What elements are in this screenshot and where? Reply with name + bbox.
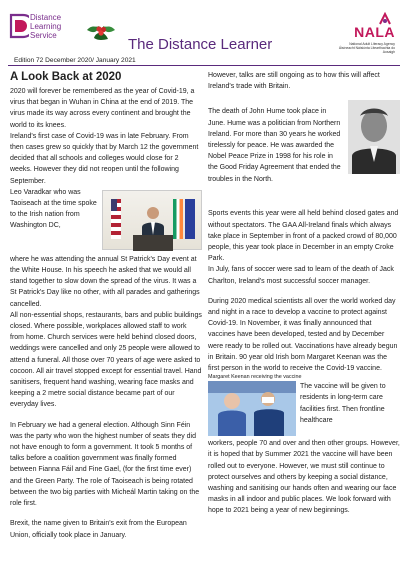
left-column [10, 70, 202, 541]
vaccine-section [208, 381, 400, 438]
paragraph: 2020 will forever be remembered as the year of Covid-19, a virus that began in Wuhan in China at the end of 2019. The virus made its way across every continent and brought the world to its knees. [10, 88, 195, 129]
paragraph: During 2020 medical scientists all over the world worked day and night in a race to develop a vaccine to protect against Covid-19. In November, it was finally announced that vaccines have been developed, tested and by December were ready to be rolled out. Vaccinations have already begun in Britain. 90 year old Irish born Margaret Keenan was the first person in the world to receive the Covid-19 vaccine. [208, 297, 398, 373]
paragraph: The vaccine will be given to residents in long-term care facilities first. Then frontline healthcare [300, 383, 386, 424]
john-hume-section [208, 96, 400, 208]
dls-emblem-icon [5, 12, 29, 40]
nala-subtitle: National Adult Literacy Agency Áisíneacht Náisiúnta Litearthachta do Aosaigh [338, 42, 395, 54]
paragraph: The death of John Hume took place in June. Hume was a politician from Northern Ireland. For more than 30 years he worked tirelessly for peace. He was awarded the Nobel Peace Prize in 1998 for his role in the Good Friday Agreement that ended the troubles in the North. [208, 108, 341, 183]
irish-flag-icon [173, 199, 183, 239]
leo-varadkar-photo [102, 190, 202, 250]
holly-icon [84, 16, 118, 46]
right-column [208, 70, 400, 517]
nala-wordmark: NALA [354, 24, 395, 40]
paragraph: All non-essential shops, restaurants, bars and public buildings closed. Where possible, workplaces allowed staff to work from home. Church services were held behind closed doors, weddings were cancelled and only 25 people were allowed to attend a funeral. All those over 70 years of age were asked to cocoon. All air travel stopped except for essential travel. Hand sanitisers, frequent hand washing, wearing face masks and keeping a 2 metre social distance became part of our everyday lives. [10, 311, 202, 409]
paragraph: Leo Varadkar who was Taoiseach at the time spoke to the Irish nation from Washington DC, [10, 188, 97, 230]
article-heading: A Look Back at 2020 [10, 71, 122, 83]
paragraph: Sports events this year were all held behind closed gates and without spectators. The GAA All-Ireland finals which always take place in September in front of a packed crowd of 80,000 people, this year took place in December in an empty Croke Park. [208, 210, 399, 263]
john-hume-photo [348, 100, 400, 174]
margaret-keenan-photo [208, 381, 296, 436]
paragraph: Brexit, the name given to Britain's exit from the European Union, officially took place in January. [10, 520, 187, 539]
paragraph: In July, fans of soccer were sad to learn of the death of Jack Charlton, Ireland's most successful soccer manager. [208, 266, 394, 285]
paragraph: where he was attending the annual St Patrick's Day event at the White House. In his speech he asked that we would all stand together to slow down the spread of the virus. It was a St Patrick's Day like no other, with all parades and gatherings cancelled. [10, 255, 200, 308]
paragraph: However, talks are still ongoing as to how this will affect Ireland's trade with Britain. [208, 72, 380, 91]
leo-varadkar-section [10, 187, 202, 265]
podium [133, 235, 173, 251]
photo-caption: Margaret Keenan receiving the vaccine [208, 374, 302, 381]
nala-logo [330, 12, 400, 57]
dls-logo-text: Distance Learning Service [30, 13, 62, 40]
paragraph: Ireland's first case of Covid-19 was in late February. From then cases grew so quickly that by March 12 the government decided that all schools and colleges would close for 2 weeks. However they did not reopen until the following September. [10, 132, 199, 185]
us-flag-icon [111, 199, 121, 239]
eu-flag-icon [185, 199, 195, 239]
edition-label: Edition 72 December 2020/ January 2021 [14, 57, 136, 64]
newsletter-title: The Distance Learner [128, 36, 273, 53]
paragraph: In February we had a general election. Although Sinn Féin was the party who won the highest number of seats they did not have enough to form a government. It took 5 months of talks before a coalition government was finally formed between Fianna Fáil and Fine Gael, (for the first time ever) and the Green Party. The role of Taoiseach is being rotated between the two big parties with Micheál Martin taking on the role first. [10, 421, 200, 508]
masthead [0, 0, 405, 72]
paragraph: workers, people 70 and over and then other groups. However, it is hoped that by Summer 2021 the vaccine will have been rolled out to everyone. However, we must still continue to protect ourselves and others by keeping a social distance, washing and sanitising our hands often and wearing our face masks in all indoor and public places. We look forward with hope to 2021 being a year of new beginnings. [208, 440, 400, 515]
